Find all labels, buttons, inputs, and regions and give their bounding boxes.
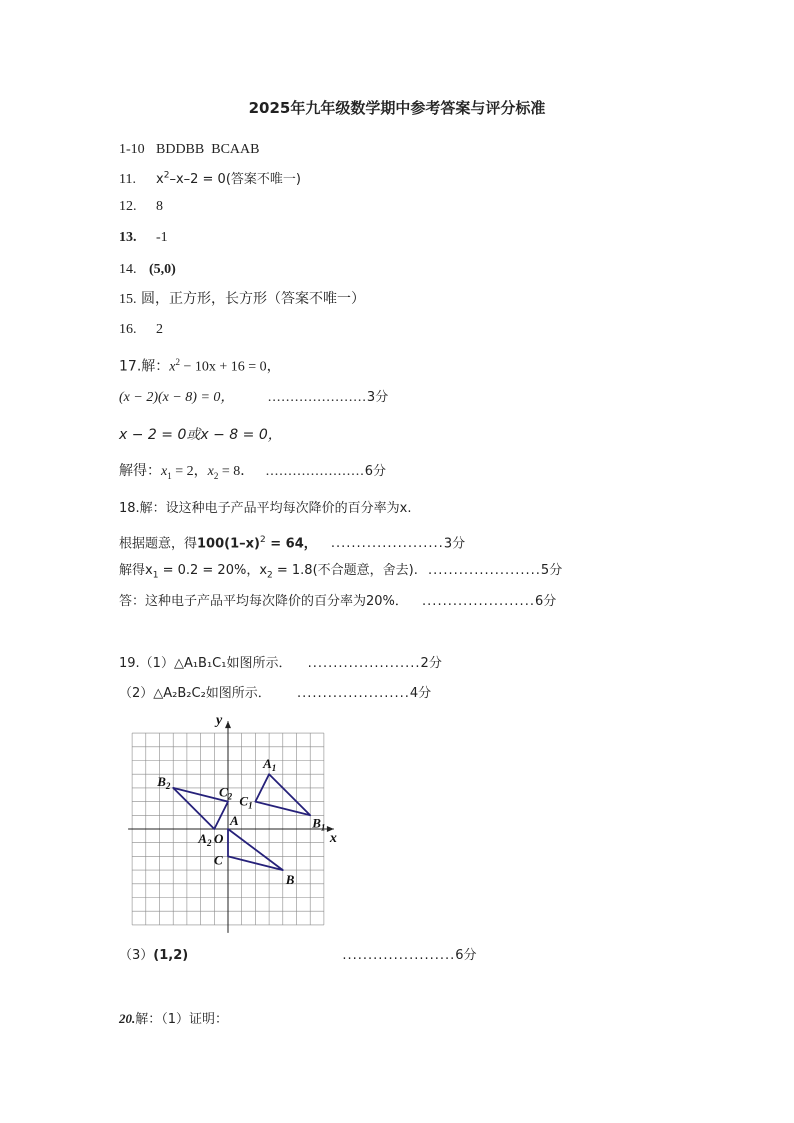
vertex-label-subscript: 1: [271, 763, 277, 774]
vertex-label-subscript: 1: [248, 800, 253, 811]
origin-label: O: [214, 831, 224, 846]
coordinate-grid-figure: [110, 710, 350, 942]
answer-label: 15.: [119, 292, 137, 307]
q18-line3: 解得$x_1 = 0.2 = 20\%$，$x_2 = 1.8$(不合题意，舍去). ......................5分: [119, 563, 563, 581]
vertex-label-A1: $A_1$: [263, 756, 277, 774]
answer-16: [119, 321, 163, 339]
answer-15: [119, 290, 365, 309]
answer-12: [119, 198, 163, 216]
q19-part3: （3）(1,2) ......................6分: [119, 948, 477, 963]
vertex-label-C: C: [214, 852, 223, 868]
answer-value: 圆，正方形，长方形（答案不唯一）: [141, 291, 365, 307]
q17-line3: x − 2 = 0或x − 8 = 0，: [119, 427, 282, 443]
vertex-label-subscript: 2: [227, 791, 233, 802]
vertex-label-B: B: [285, 872, 295, 888]
answer-value: 2: [156, 322, 163, 337]
x-axis-label: x: [329, 831, 337, 846]
answer-value: BDDBB BCAAB: [156, 142, 260, 157]
q18-line2: 根据题意，得$100(1-x)^2 = 64$， ......................3分: [119, 535, 466, 552]
q18-line4: 答：这种电子产品平均每次降价的百分率为20%． ......................6分: [119, 594, 557, 609]
answer-label: 14.: [119, 262, 137, 277]
y-axis-arrow: [225, 721, 231, 728]
answer-value: 8: [156, 199, 163, 214]
vertex-label-C2: $C_2$: [219, 784, 233, 802]
vertex-label-C1: $C_1$: [239, 793, 253, 811]
q18-line1: 18.解：设这种电子产品平均每次降价的百分率为x.: [119, 501, 412, 516]
vertex-label-A2: $A_2$: [198, 831, 212, 848]
q19-part1: 19.（1）△A₁B₁C₁如图所示． ......................2分: [119, 656, 442, 671]
y-axis-label: y: [216, 713, 223, 729]
answer-value: (5,0): [149, 262, 176, 277]
answer-label: 13.: [119, 230, 137, 245]
vertex-label-A: A: [230, 813, 239, 828]
q17-line2: (x − 2)(x − 8) = 0， ......................3分: [119, 390, 389, 405]
answer-1-10: [119, 141, 259, 159]
vertex-labels: [156, 756, 325, 887]
answer-value: -1: [156, 230, 168, 245]
vertex-label-subscript: 2: [206, 838, 212, 848]
answer-label: 16.: [119, 322, 137, 337]
q17-line4: 解得：$x_1 = 2$，$x_2 = 8$． ......................6分: [119, 463, 387, 481]
q20-line1: 20.解：（1）证明：: [119, 1011, 229, 1027]
vertex-label-B1: $B_1$: [312, 815, 326, 833]
vertex-label-subscript: 2: [165, 780, 171, 791]
q17-line1: 17.解：$x^2 - 10x + 16 = 0$，: [119, 357, 281, 375]
answer-label: 1-10: [119, 142, 145, 157]
answer-11: [119, 167, 301, 189]
answer-13: [119, 229, 168, 247]
vertex-label-subscript: 1: [320, 822, 326, 833]
q19-part2: （2）△A₂B₂C₂如图所示． ......................4分: [119, 686, 432, 701]
page-title: 2025年九年级数学期中参考答案与评分标准: [248, 99, 546, 117]
answer-label: 12.: [119, 199, 137, 214]
answer-14: [119, 261, 176, 279]
vertex-label-B2: $B_2$: [157, 773, 171, 791]
answer-label: 11.: [119, 172, 136, 188]
answer-value: $x^2-x-2 = 0$(答案不唯一): [156, 171, 301, 188]
